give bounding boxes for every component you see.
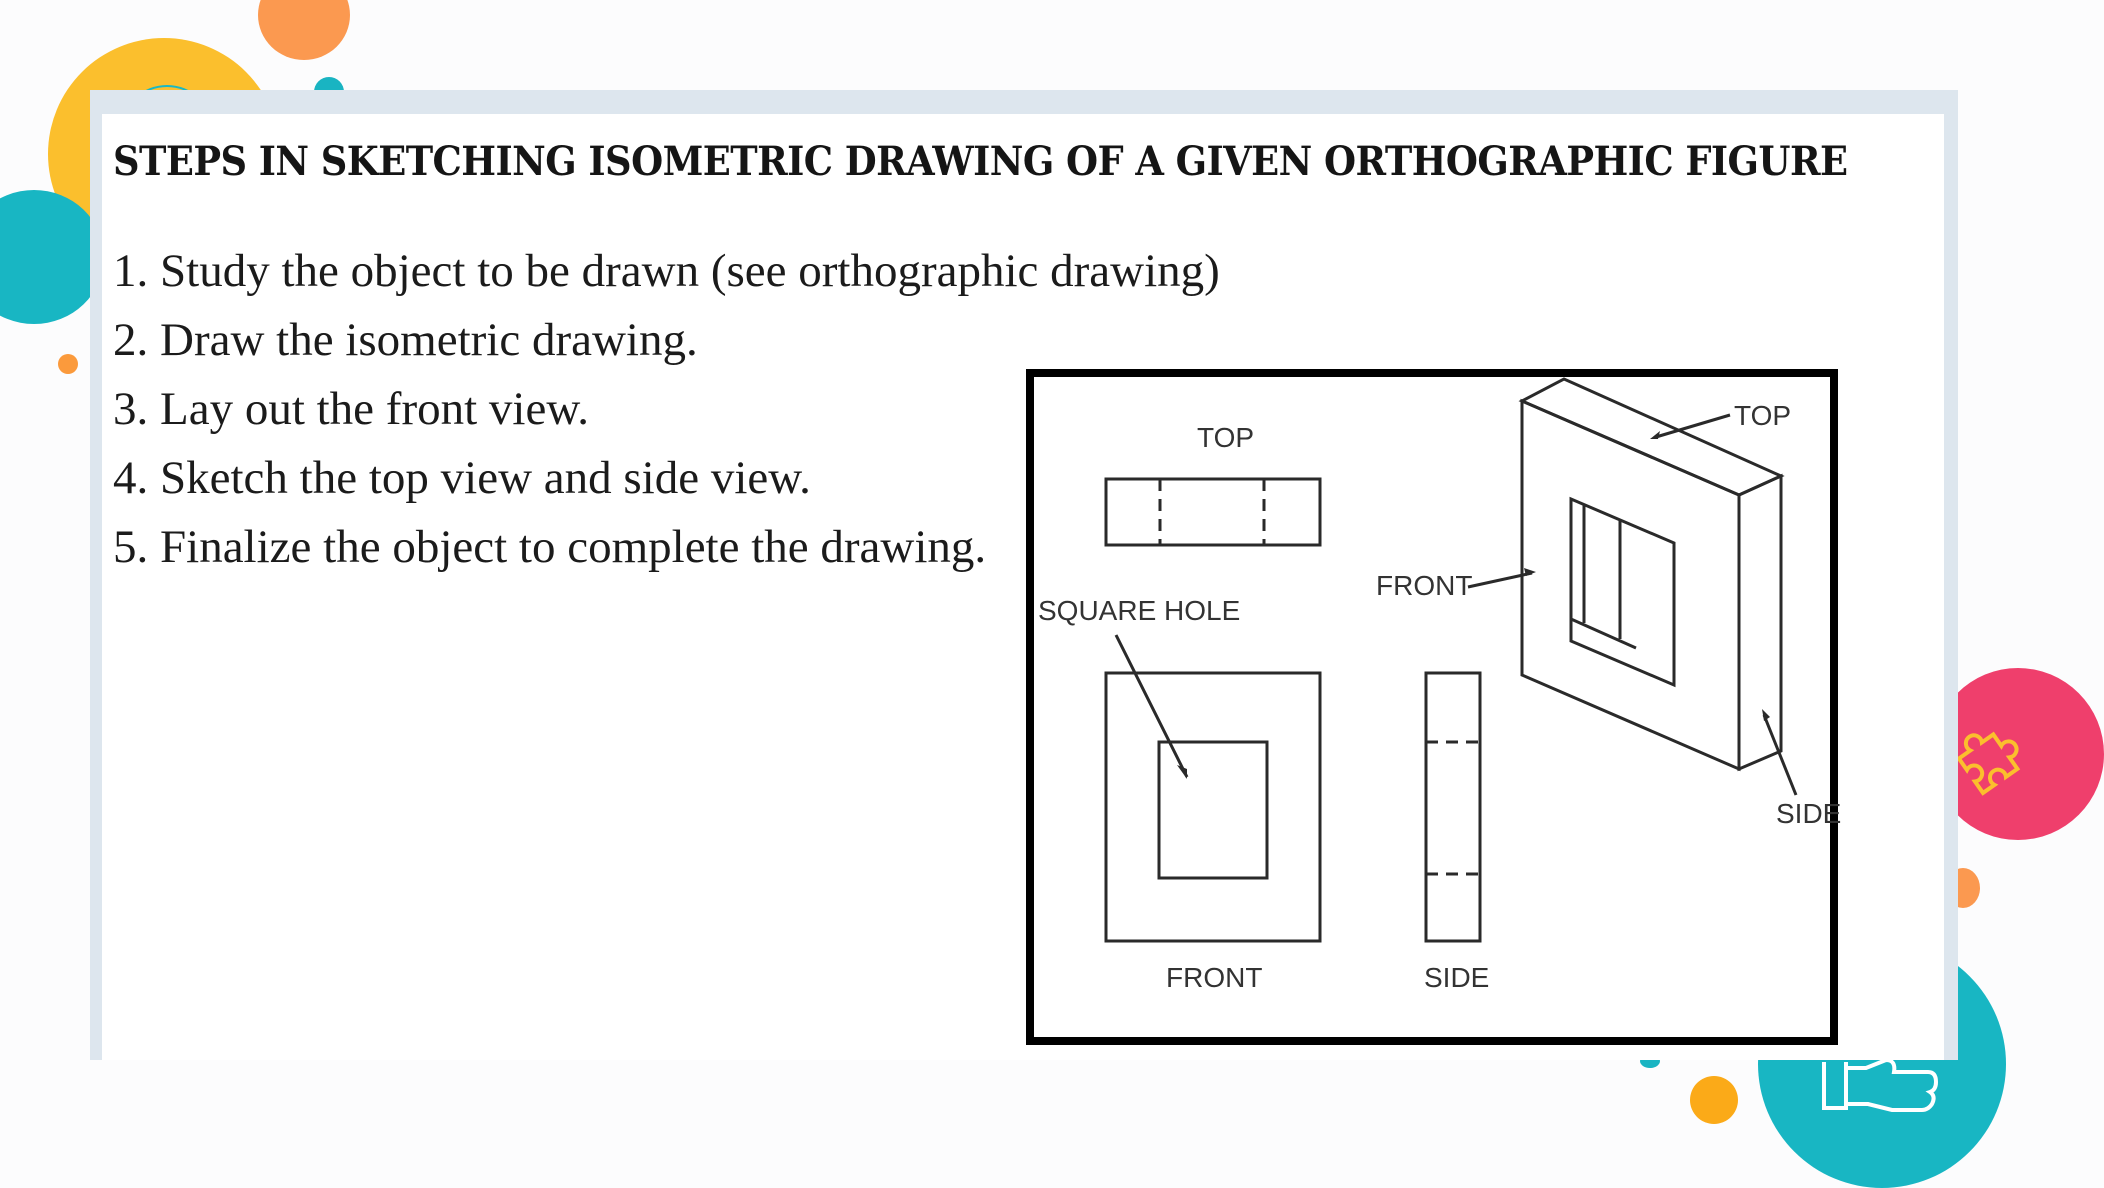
thumbs-up-icon — [1820, 1058, 1940, 1114]
slide-title: STEPS IN SKETCHING ISOMETRIC DRAWING OF A GIVEN ORTHOGRAPHIC FIGURE — [113, 138, 1848, 185]
square-hole-arrow — [1116, 635, 1187, 777]
step-item: 3. Lay out the front view. — [113, 383, 589, 435]
step-item: 4. Sketch the top view and side view. — [113, 452, 811, 504]
iso-front-face — [1522, 401, 1739, 769]
puzzle-icon — [1950, 708, 2034, 792]
side-view-rect — [1426, 673, 1480, 941]
iso-side-label: SIDE — [1776, 798, 1842, 829]
step-item: 5. Finalize the object to complete the drawing. — [113, 521, 987, 573]
figure-drawing — [1034, 377, 1842, 1037]
decor-orange-dot-left — [58, 354, 78, 374]
iso-side-arrowhead — [1762, 709, 1770, 721]
iso-square-hole — [1571, 499, 1674, 685]
front-view-hole — [1159, 742, 1267, 878]
step-item: 2. Draw the isometric drawing. — [113, 314, 698, 366]
front-view-label: FRONT — [1166, 962, 1263, 993]
decor-orange-circle-top — [258, 0, 350, 60]
top-view-rect — [1106, 479, 1320, 545]
decor-yellow-dot-bottom — [1690, 1076, 1738, 1124]
iso-front-label: FRONT — [1376, 570, 1473, 601]
iso-side-face — [1739, 476, 1781, 769]
iso-top-face — [1522, 379, 1781, 495]
front-view-outer — [1106, 673, 1320, 941]
square-hole-label: SQUARE HOLE — [1038, 595, 1241, 626]
iso-top-label: TOP — [1734, 400, 1792, 431]
side-view-label: SIDE — [1424, 962, 1490, 993]
step-item: 1. Study the object to be drawn (see orthographic drawing) — [113, 245, 1220, 297]
orthographic-figure — [1026, 369, 1842, 1045]
top-view-label: TOP — [1197, 422, 1255, 453]
